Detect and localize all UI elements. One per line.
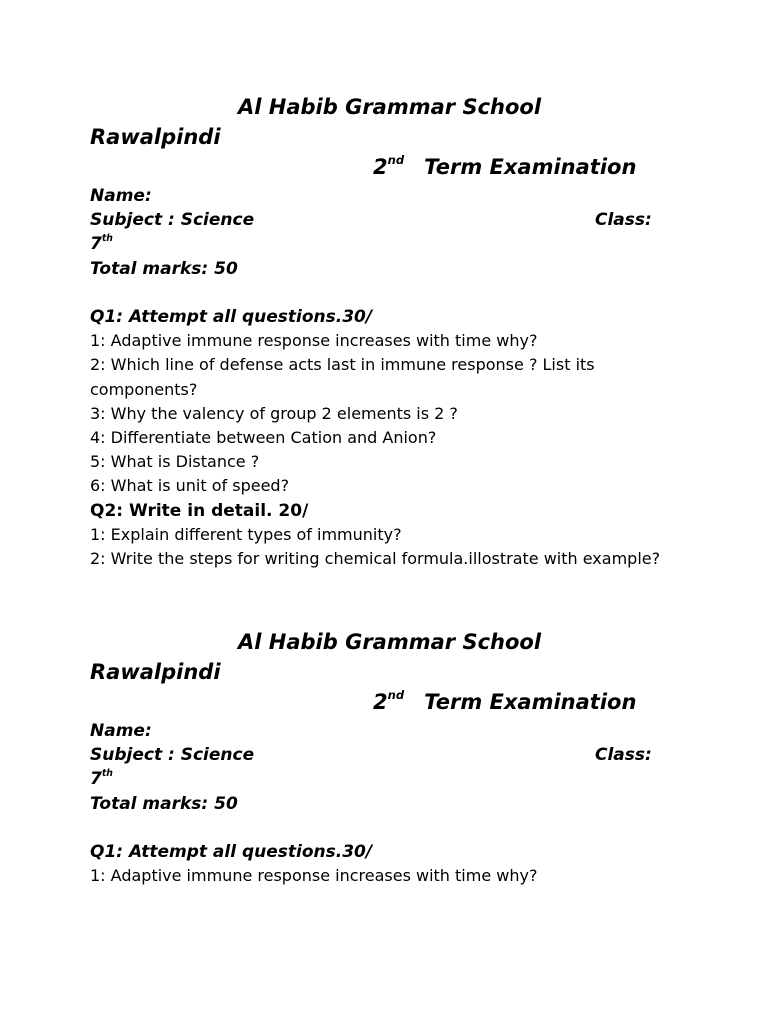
q1-heading: Q1: Attempt all questions.30/ bbox=[90, 841, 373, 862]
class-label: Class: bbox=[595, 210, 652, 231]
q2-item: 1: Explain different types of immunity? bbox=[90, 524, 402, 544]
class-label: Class: bbox=[595, 745, 652, 766]
school-name-text: Al Habib Grammar School bbox=[238, 630, 542, 654]
student-info bbox=[90, 184, 690, 281]
total-marks-row bbox=[90, 257, 690, 281]
term-number: 2 bbox=[373, 690, 388, 714]
subject-label: Subject : Science bbox=[90, 745, 255, 766]
total-marks: Total marks: 50 bbox=[90, 258, 238, 279]
q1-item: 5: What is Distance ? bbox=[90, 452, 260, 472]
city-line bbox=[90, 657, 690, 687]
school-name bbox=[90, 92, 690, 122]
total-marks: Total marks: 50 bbox=[90, 793, 238, 814]
name-label: Name: bbox=[90, 186, 152, 206]
q1-item: 1: Adaptive immune response increases with time why? bbox=[90, 866, 538, 886]
term-number: 2 bbox=[373, 155, 388, 179]
class-suffix: th bbox=[101, 768, 113, 780]
term-heading bbox=[90, 152, 690, 184]
q1-item: 1: Adaptive immune response increases with time why? bbox=[90, 331, 538, 351]
name-row bbox=[90, 719, 690, 743]
city-name: Rawalpindi bbox=[90, 125, 221, 149]
class-value-row bbox=[90, 767, 690, 791]
term-suffix: nd bbox=[387, 688, 405, 703]
total-marks-row bbox=[90, 792, 690, 816]
q1-heading: Q1: Attempt all questions.30/ bbox=[90, 306, 373, 327]
q2-heading: Q2: Write in detail. 20/ bbox=[90, 500, 309, 521]
term-heading bbox=[90, 687, 690, 719]
term-label: Term Examination bbox=[424, 155, 637, 179]
class-number: 7 bbox=[90, 234, 102, 255]
class-value-row bbox=[90, 232, 690, 256]
name-label: Name: bbox=[90, 721, 152, 741]
school-name-text: Al Habib Grammar School bbox=[238, 95, 542, 119]
q1-item: 3: Why the valency of group 2 elements is 2 ? bbox=[90, 403, 458, 423]
name-row bbox=[90, 184, 690, 208]
q1-item: 2: Which line of defense acts last in immune response ? List its components? bbox=[90, 355, 595, 399]
subject-row bbox=[90, 743, 690, 767]
subject-row bbox=[90, 208, 690, 232]
city-line bbox=[90, 122, 690, 152]
subject-label: Subject : Science bbox=[90, 210, 255, 231]
q2-item: 2: Write the steps for writing chemical formula.illostrate with example? bbox=[90, 548, 661, 568]
student-info bbox=[90, 719, 690, 816]
exam-copy-2 bbox=[90, 627, 690, 888]
term-suffix: nd bbox=[387, 153, 405, 168]
school-name bbox=[90, 627, 690, 657]
city-name: Rawalpindi bbox=[90, 660, 221, 684]
q1-item: 4: Differentiate between Cation and Anion? bbox=[90, 427, 437, 447]
class-suffix: th bbox=[101, 233, 113, 245]
exam-copy-1 bbox=[90, 92, 690, 571]
q1-item: 6: What is unit of speed? bbox=[90, 476, 290, 496]
term-label: Term Examination bbox=[424, 690, 637, 714]
class-number: 7 bbox=[90, 769, 102, 790]
